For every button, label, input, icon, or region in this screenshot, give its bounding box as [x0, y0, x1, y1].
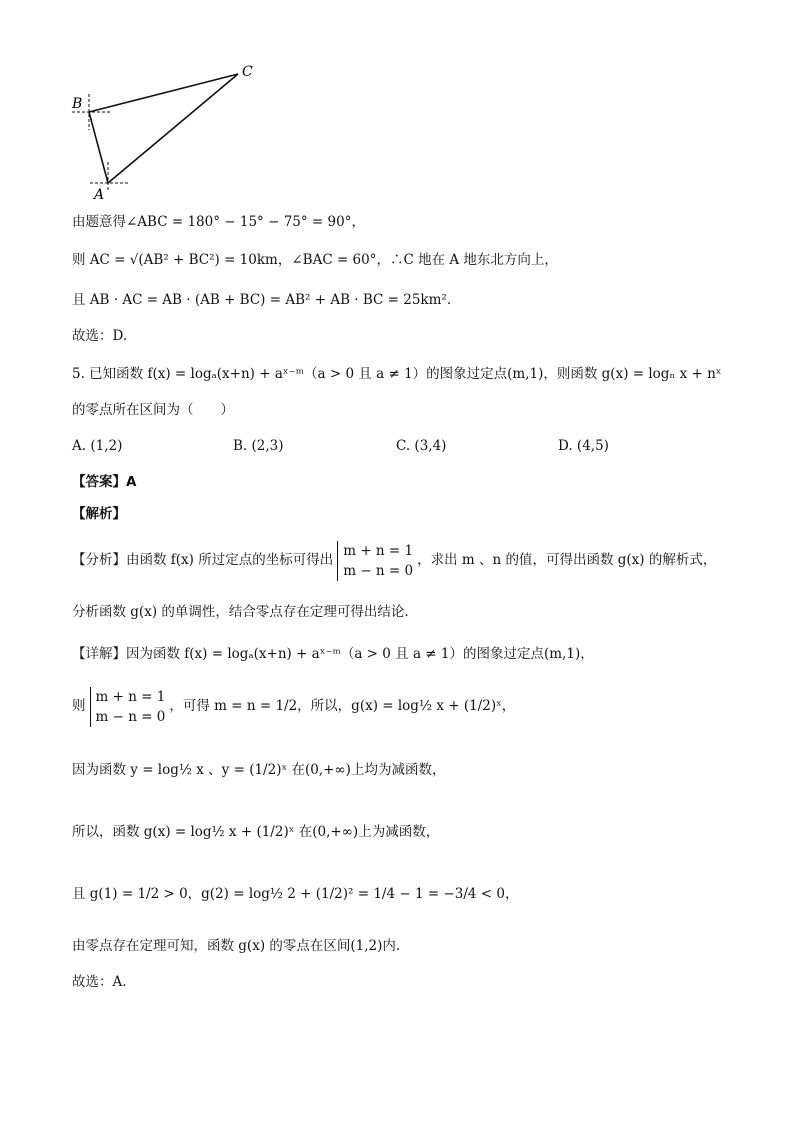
analysis-line-1-prefix: 【分析】由函数 f(x) 所过定点的坐标可得出: [72, 552, 334, 568]
option-c: C. (3,4): [396, 438, 447, 454]
analysis-line-1-suffix: ，求出 m 、n 的值，可得出函数 g(x) 的解析式，: [417, 552, 717, 568]
edge-ab: [89, 112, 108, 183]
question-5-line-2: 的零点所在区间为（ ）: [72, 402, 234, 418]
equation-system-1: [337, 541, 413, 581]
detail-line-2-suffix: ，可得 m = n = 1/2，所以，g(x) = log½ x + (1/2)ˣ，: [169, 698, 516, 714]
detail-line-3: 因为函数 y = log½ x 、y = (1/2)ˣ 在(0,+∞)上均为减函数，: [72, 762, 446, 778]
option-d: D. (4,5): [558, 438, 609, 454]
answer-label: 【答案】A: [72, 474, 137, 490]
equation-system-2-row-1: m + n = 1: [95, 688, 166, 705]
label-c: C: [242, 64, 253, 80]
detail-line-2-prefix: 则: [72, 698, 86, 714]
equation-system-2: [90, 687, 166, 727]
option-b: B. (2,3): [233, 438, 284, 454]
solution-line-3: 且 AB · AC = AB · (AB + BC) = AB² + AB · BC = 25km².: [72, 292, 452, 308]
detail-line-5: 且 g(1) = 1/2 > 0，g(2) = log½ 2 + (1/2)² = 1/4 − 1 = −3/4 < 0，: [72, 886, 519, 902]
question-5-line-1: 5. 已知函数 f(x) = logₐ(x+n) + aˣ⁻ᵐ（a > 0 且 a ≠ 1）的图象过定点(m,1)，则函数 g(x) = logₙ x + nˣ: [72, 366, 722, 382]
triangle-figure: [60, 62, 260, 202]
detail-line-4: 所以，函数 g(x) = log½ x + (1/2)ˣ 在(0,+∞)上为减函数，: [72, 824, 440, 840]
solution-line-4: 故选：D.: [72, 328, 128, 344]
label-a: A: [94, 187, 105, 202]
equation-system-1-row-2: m − n = 0: [343, 562, 414, 579]
detail-line-1: 【详解】因为函数 f(x) = logₐ(x+n) + aˣ⁻ᵐ（a > 0 且 a ≠ 1）的图象过定点(m,1)，: [72, 646, 594, 662]
equation-system-1-row-1: m + n = 1: [343, 542, 414, 559]
analysis-heading: 【解析】: [72, 506, 126, 522]
solution-line-2: 则 AC = √(AB² + BC²) = 10km，∠BAC = 60°，∴C 地在 A 地东北方向上，: [72, 252, 558, 268]
analysis-line-1: [72, 538, 716, 582]
analysis-line-2: 分析函数 g(x) 的单调性，结合零点存在定理可得出结论.: [72, 604, 409, 620]
solution-line-1: 由题意得∠ABC = 180° − 15° − 75° = 90°，: [72, 214, 365, 230]
label-b: B: [72, 96, 83, 112]
equation-system-2-row-2: m − n = 0: [95, 708, 166, 725]
detail-line-2: [72, 684, 515, 728]
detail-line-7: 故选：A.: [72, 974, 127, 990]
detail-line-6: 由零点存在定理可知，函数 g(x) 的零点在区间(1,2)内.: [72, 938, 401, 954]
option-a: A. (1,2): [72, 438, 123, 454]
